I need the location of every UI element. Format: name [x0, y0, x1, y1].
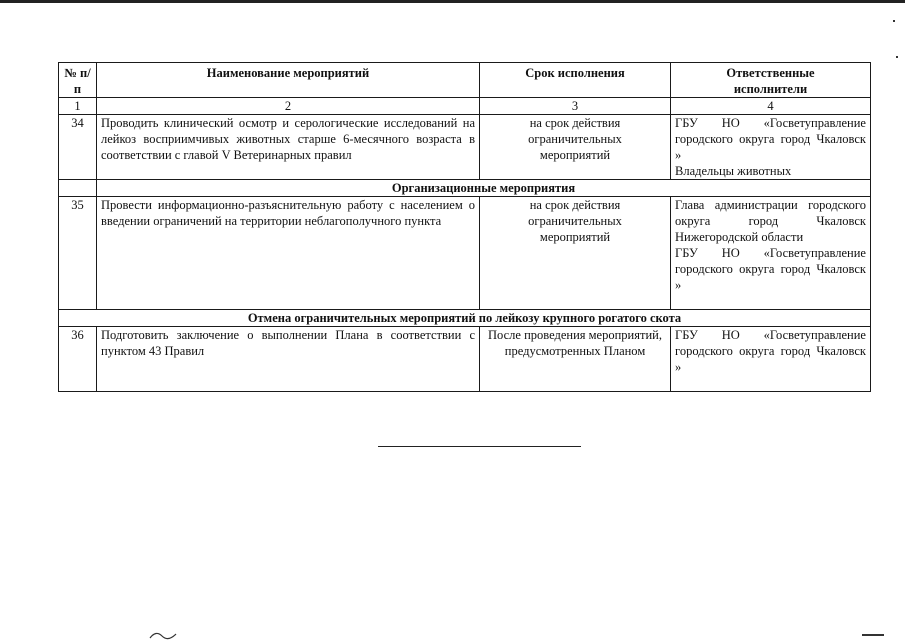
row-term: на срок действия ограничительных мероприятий	[480, 115, 671, 180]
column-number-row	[59, 98, 871, 115]
column-number: 3	[480, 98, 671, 115]
row-measure: Подготовить заключение о выполнении Плана в соответствии с пунктом 43 Правил	[97, 327, 480, 392]
row-term: на срок действия ограничительных мероприятий	[480, 197, 671, 310]
measures-table	[58, 62, 871, 392]
responsible-org: Глава администрации городского округа город Чкаловск Нижегородской области	[675, 198, 866, 244]
row-number: 34	[59, 115, 97, 180]
header-name: Наименование мероприятий	[97, 63, 480, 98]
section-row	[59, 310, 871, 327]
header-row	[59, 63, 871, 98]
row-responsible	[671, 115, 871, 180]
scan-speck	[896, 56, 898, 58]
scan-mark	[148, 628, 178, 640]
responsible-extra: Владельцы животных	[675, 164, 792, 178]
table-row	[59, 115, 871, 180]
row-term: После проведения мероприятий, предусмотренных Планом	[480, 327, 671, 392]
column-number: 1	[59, 98, 97, 115]
top-border-line	[0, 0, 905, 3]
scan-speck	[893, 20, 895, 22]
table-row	[59, 197, 871, 310]
responsible-org: ГБУ НО «Госветуправление городского округа город Чкаловск »	[675, 328, 866, 374]
row-responsible	[671, 327, 871, 392]
row-measure: Провести информационно-разъяснительную работу с населением о введении ограничений на территории неблагополучного пункта	[97, 197, 480, 310]
section-row	[59, 180, 871, 197]
header-term: Срок исполнения	[480, 63, 671, 98]
row-responsible	[671, 197, 871, 310]
column-number: 2	[97, 98, 480, 115]
header-responsible: Ответственные исполнители	[671, 63, 871, 98]
scan-mark	[862, 634, 884, 636]
table-row	[59, 327, 871, 392]
column-number: 4	[671, 98, 871, 115]
section-title: Отмена ограничительных мероприятий по лейкозу крупного рогатого скота	[59, 310, 871, 327]
responsible-extra: ГБУ НО «Госветуправление городского округа город Чкаловск »	[675, 246, 866, 292]
responsible-org: ГБУ НО «Госветуправление городского округа город Чкаловск »	[675, 116, 866, 162]
row-measure: Проводить клинический осмотр и серологические исследований на лейкоз восприимчивых животных старше 6-месячного возраста в соответствии с главой V Ветеринарных правил	[97, 115, 480, 180]
section-title: Организационные мероприятия	[97, 180, 871, 197]
document-end-line	[378, 446, 581, 447]
header-num: № п/п	[59, 63, 97, 98]
row-number: 35	[59, 197, 97, 310]
row-number: 36	[59, 327, 97, 392]
